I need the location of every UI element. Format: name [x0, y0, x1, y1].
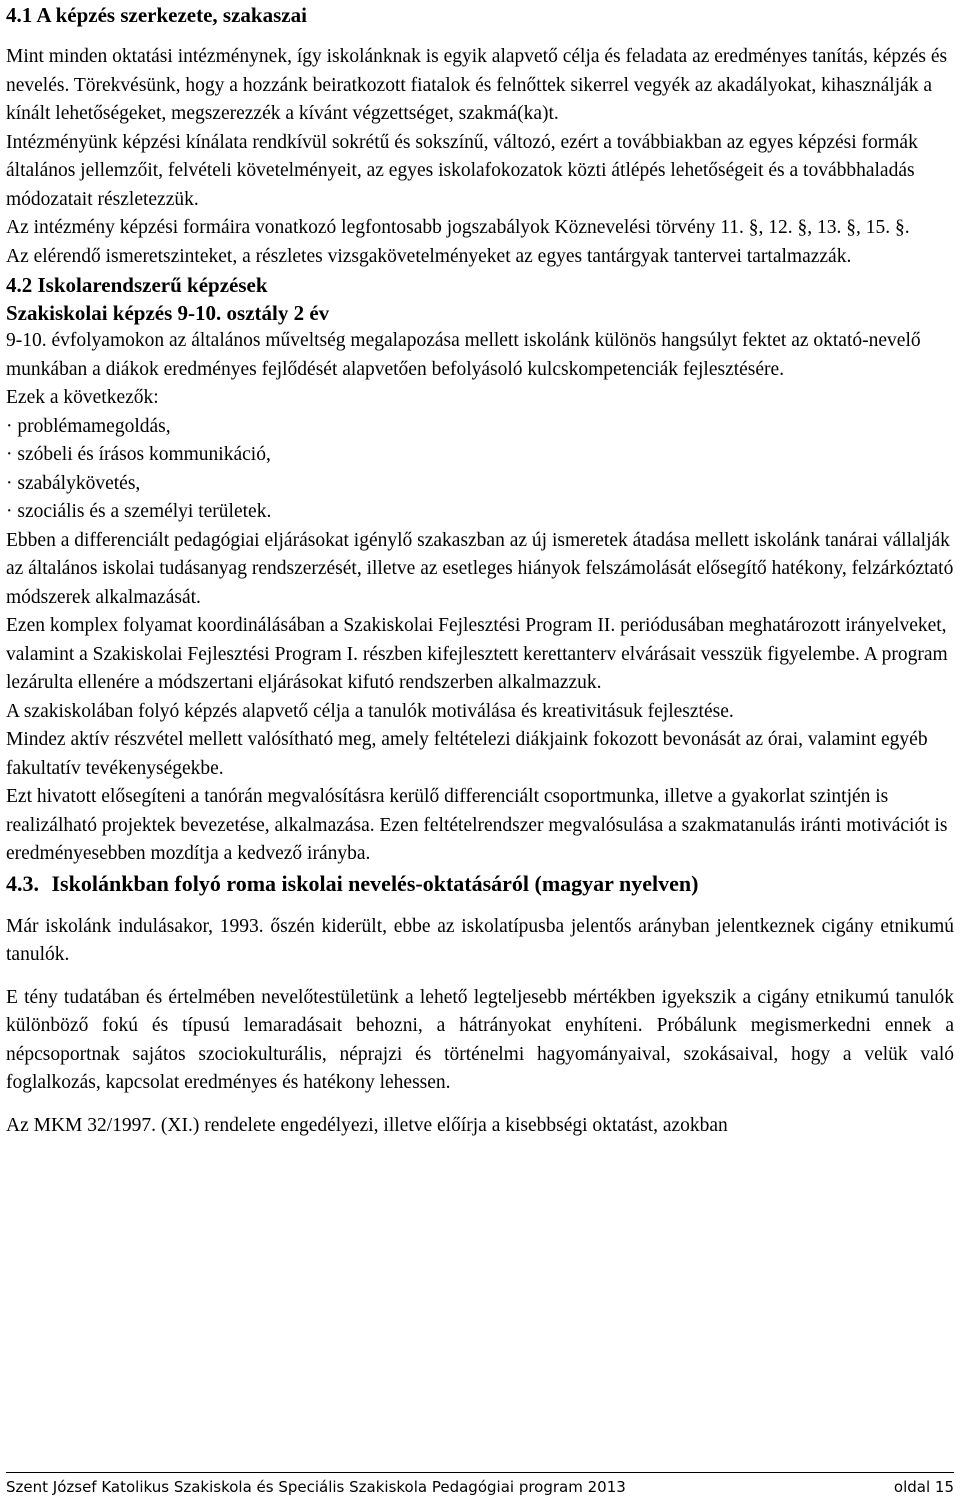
page-number: oldal 15 — [893, 1478, 954, 1496]
page-footer — [6, 1472, 954, 1498]
document-page — [6, 0, 954, 1140]
paragraph: Az elérendő ismeretszinteket, a részletes vizsgakövetelményeket az egyes tantárgyak tantervei tartalmazzák. — [6, 245, 852, 267]
list-item: · problémamegoldás, — [6, 413, 954, 442]
paragraph: Ezt hivatott elősegíteni a tanórán megvalósításra kerülő differenciált csoportmunka, illetve a gyakorlat szintjén is realizálható projektek bevezetése, alkalmazása. Ezen feltételrendszer megvalósulása a szakmatanulás iránti motivációt is eredményesebben mozdítja a kedvező irányba. — [6, 786, 948, 864]
section-number: 4.3. — [6, 870, 39, 896]
paragraph: 9-10. évfolyamokon az általános műveltség megalapozása mellett iskolánk különös hangsúlyt fektet az oktató-nevelő munkában a diákok eredményes fejlődését alapvetően befolyásoló kulcskompetenciák fejlesztésére. — [6, 330, 921, 380]
bullet-list — [6, 413, 954, 527]
section-4-3-heading — [6, 869, 954, 899]
section-4-1-heading: 4.1 A képzés szerkezete, szakaszai — [6, 3, 307, 27]
paragraph: Az MKM 32/1997. (XI.) rendelete engedélyezi, illetve előírja a kisebbségi oktatást, azokban — [6, 1114, 728, 1136]
paragraph: Az intézmény képzési formáira vonatkozó legfontosabb jogszabályok Köznevelési törvény 11. §, 12. §, 13. §, 15. §. — [6, 217, 910, 238]
paragraph: Ebben a differenciált pedagógiai eljárásokat igénylő szakaszban az új ismeretek átadása mellett iskolánk tanárai vállalják az általános iskolai tudásanyag rendszerzését, illetve az esetleges hiányok felszámolását elősegítő hatékony, felzárkóztató módszerek alkalmazását. — [6, 529, 954, 608]
section-title: Iskolánkban folyó roma iskolai nevelés-oktatásáról (magyar nyelven) — [51, 870, 699, 896]
section-4-2-heading: 4.2 Iskolarendszerű képzések — [6, 273, 268, 297]
paragraph: A szakiskolában folyó képzés alapvető célja a tanulók motiválása és kreativitásuk fejlesztése. — [6, 700, 734, 722]
list-intro: Ezek a következők: — [6, 387, 159, 408]
paragraph: E tény tudatában és értelmében nevelőtestületünk a lehető legteljesebb mértékben igyekszik a cigány etnikumú tanulók különböző fokú és típusú lemaradásait behozni, a hátrányokat enyhíteni. Próbálunk megismerkedni ennek a népcsoportnak sajátos szociokulturális, néprajzi és történelmi hagyományaival, szokásaival, hogy a velük való foglalkozás, kapcsolat eredményes és hatékony lehessen. — [6, 986, 954, 1093]
paragraph: Mint minden oktatási intézménynek, így iskolánknak is egyik alapvető célja és feladata az eredményes tanítás, képzés és nevelés. Törekvésünk, hogy a hozzánk beiratkozott fiatalok és felnőttek sikerrel vegyék az akadályokat, kihasználják a kínált lehetőségeket, megszerezzék a kívánt végzettséget, szakmá(ka)t. — [6, 46, 948, 124]
paragraph: Ezen komplex folyamat koordinálásában a Szakiskolai Fejlesztési Program II. periódusában meghatározott irányelveket, valamint a Szakiskolai Fejlesztési Program I. részben kifejlesztett kerettanterv elvárásait vesszük figyelembe. A program lezárulta ellenére a módszertani eljárásokat kifutó rendszerben alkalmazzuk. — [6, 615, 948, 693]
paragraph: Mindez aktív részvétel mellett valósítható meg, amely feltételezi diákjaink fokozott bevonását az órai, valamint egyéb fakultatív tevékenységekbe. — [6, 729, 928, 779]
paragraph: Intézményünk képzési kínálata rendkívül sokrétű és sokszínű, változó, ezért a továbbiakban az egyes képzési formák általános jellemzőit, felvételi követelményeit, az egyes iskolafokozatok közti átlépés lehetőségeit és a továbbhaladás módozatait részletezzük. — [6, 131, 918, 210]
footer-title: Szent József Katolikus Szakiskola és Speciális Szakiskola Pedagógiai program 2013 — [6, 1478, 626, 1496]
list-item: · szabálykövetés, — [6, 470, 954, 499]
subsection-heading: Szakiskolai képzés 9-10. osztály 2 év — [6, 301, 330, 325]
list-item: · szociális és a személyi területek. — [6, 498, 954, 527]
paragraph: Már iskolánk indulásakor, 1993. őszén kiderült, ebbe az iskolatípusba jelentős arányban jelentkeznek cigány etnikumú tanulók. — [6, 915, 954, 965]
list-item: · szóbeli és írásos kommunikáció, — [6, 441, 954, 470]
